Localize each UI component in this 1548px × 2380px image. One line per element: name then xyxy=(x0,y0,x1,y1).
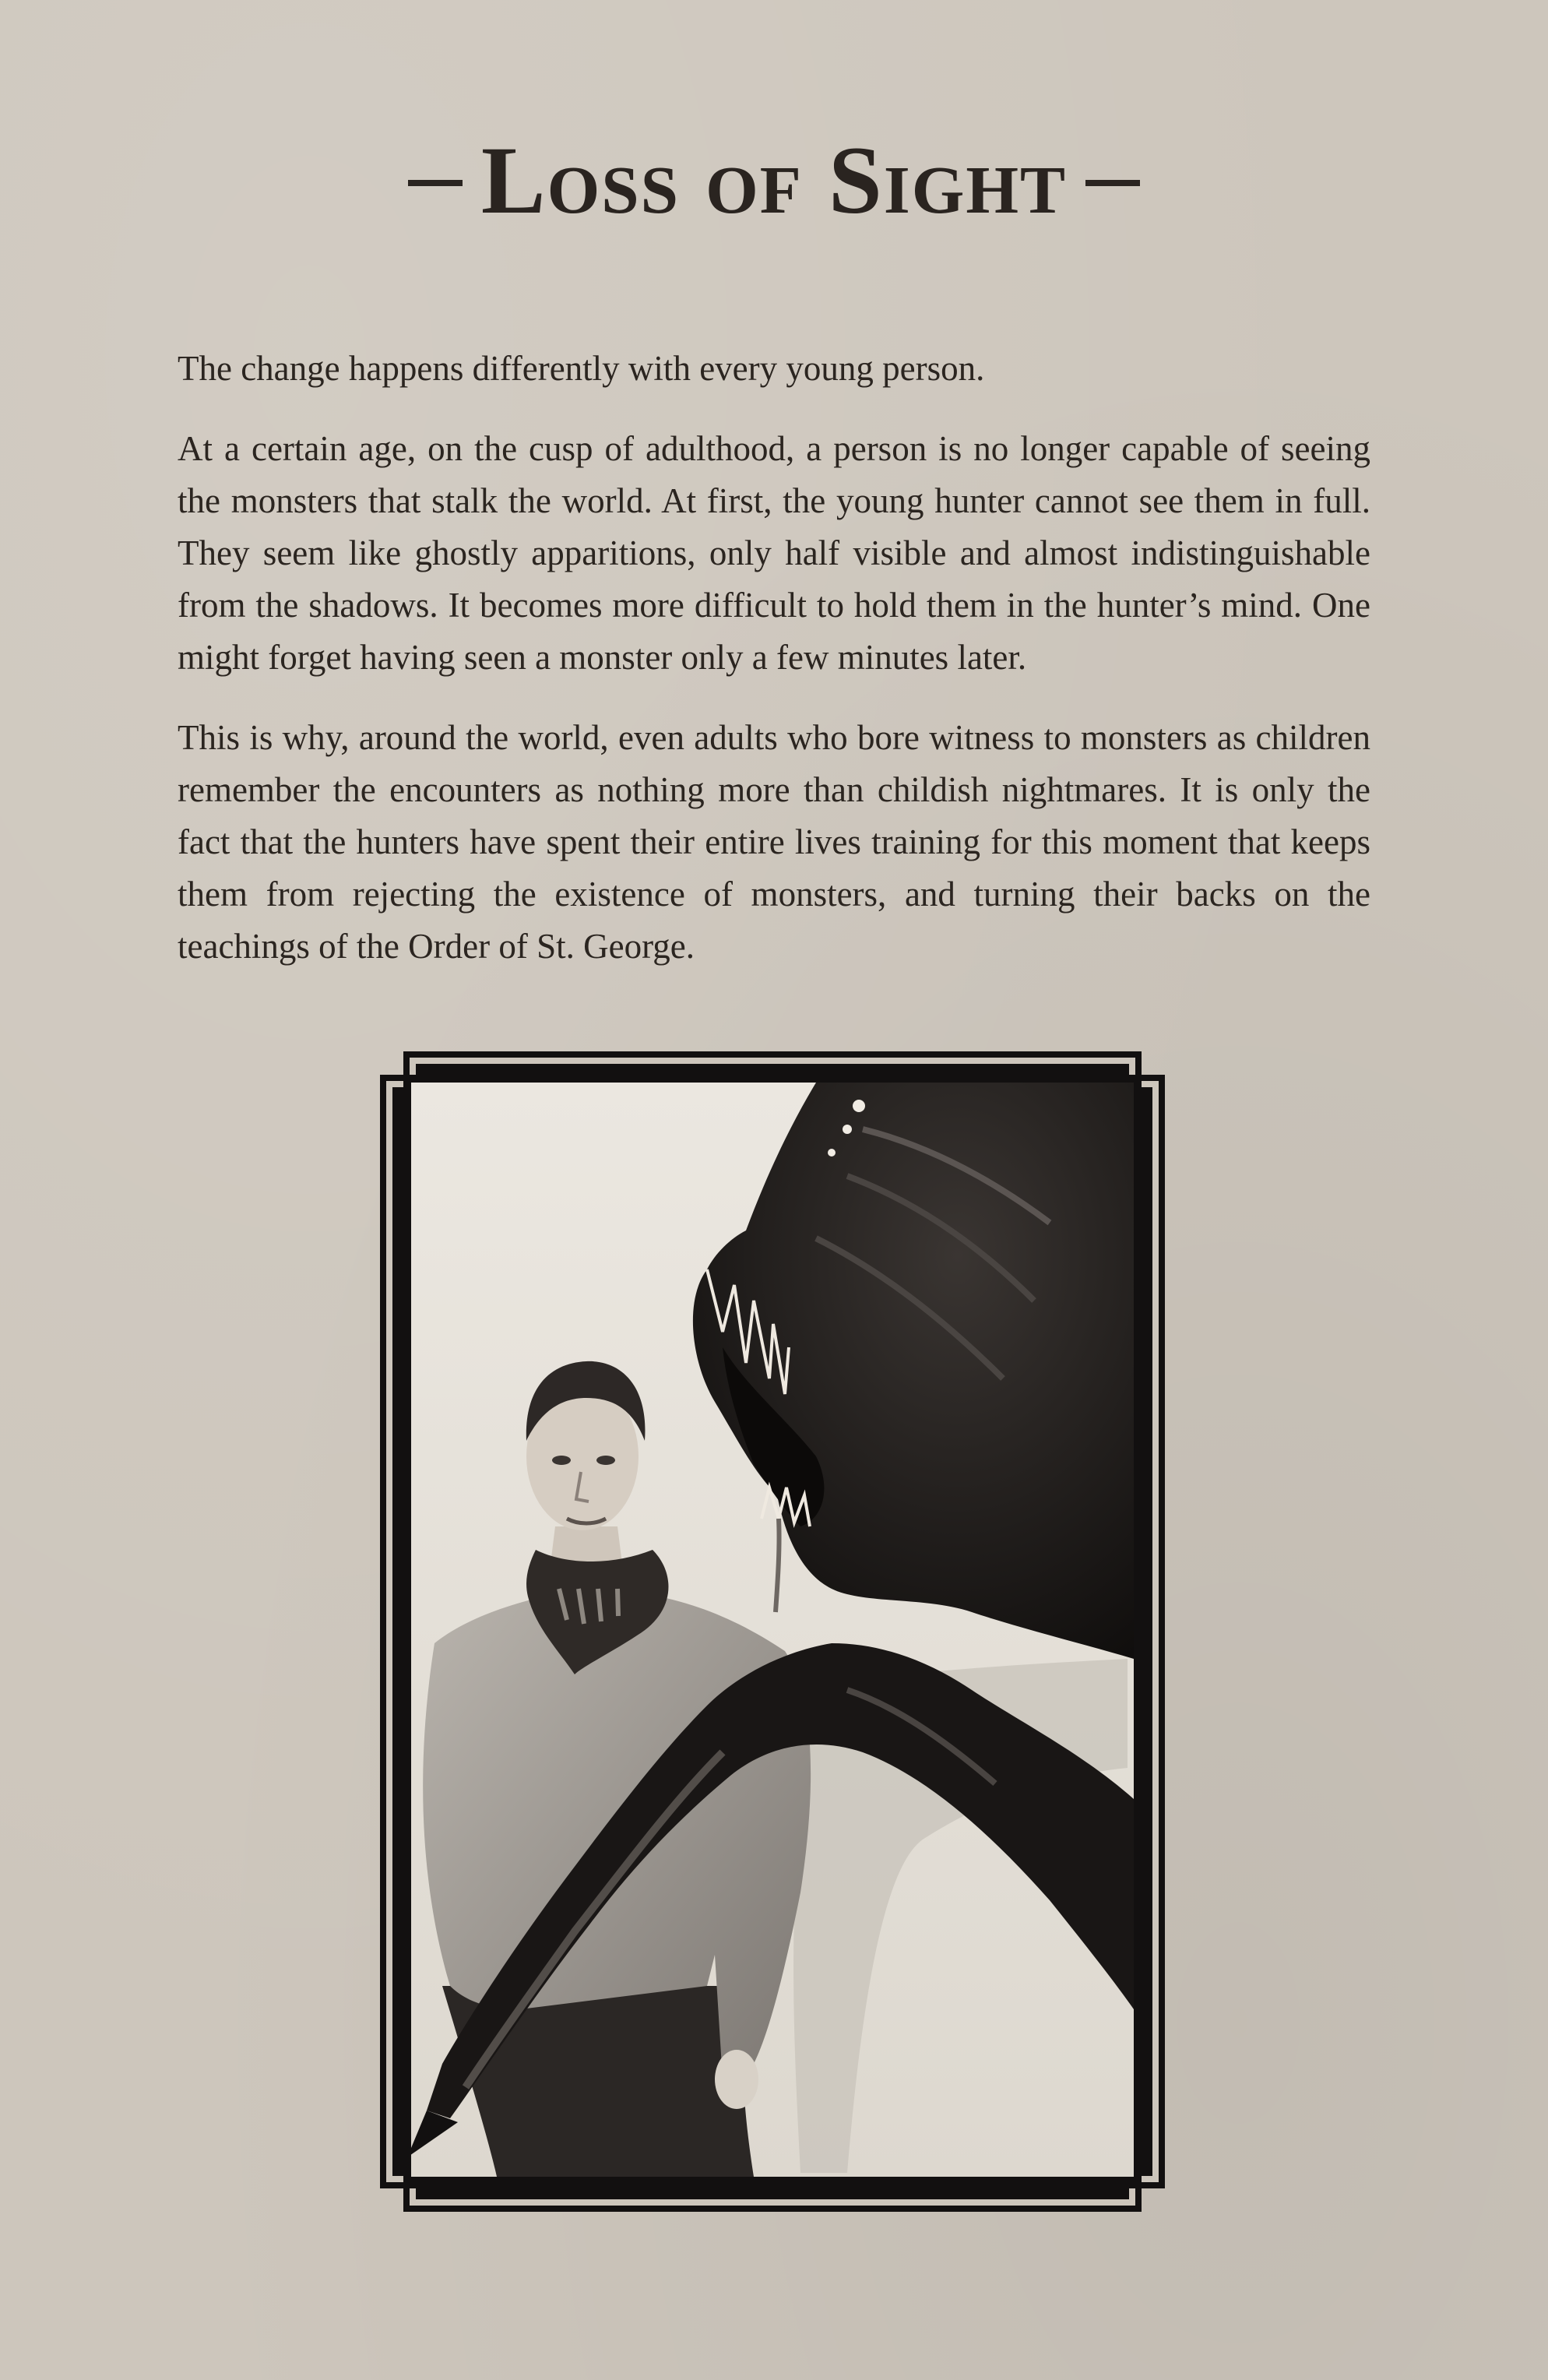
paragraph-2: At a certain age, on the cusp of adulthood, a person is no longer capable of seeing the monsters that stalk the world. At first, the young hunter cannot see them in full. They seem like ghostly apparitions, only half visible and almost indistinguishable from the shadows. It becomes more difficult to hold them in the hunter’s mind. One might forget having seen a monster only a few minutes later. xyxy=(178,429,1370,677)
artwork xyxy=(407,1083,1134,2177)
illustration-svg xyxy=(380,1051,1165,2212)
page-title xyxy=(0,127,1548,234)
body-text xyxy=(178,343,1370,1001)
paragraph-3: This is why, around the world, even adults who bore witness to monsters as children remember the encounters as nothing more than childish nightmares. It is only the fact that the hunters have spent their entire lives training for this moment that keeps them from rejecting the existence of monsters, and turning their backs on the teachings of the Order of St. George. xyxy=(178,718,1370,966)
title-left-dash xyxy=(408,180,463,186)
paragraph-1: The change happens differently with every young person. xyxy=(178,349,985,388)
title-right-dash xyxy=(1085,180,1140,186)
illustration xyxy=(380,1051,1165,2212)
page-title-text: Loss of Sight xyxy=(480,127,1068,234)
